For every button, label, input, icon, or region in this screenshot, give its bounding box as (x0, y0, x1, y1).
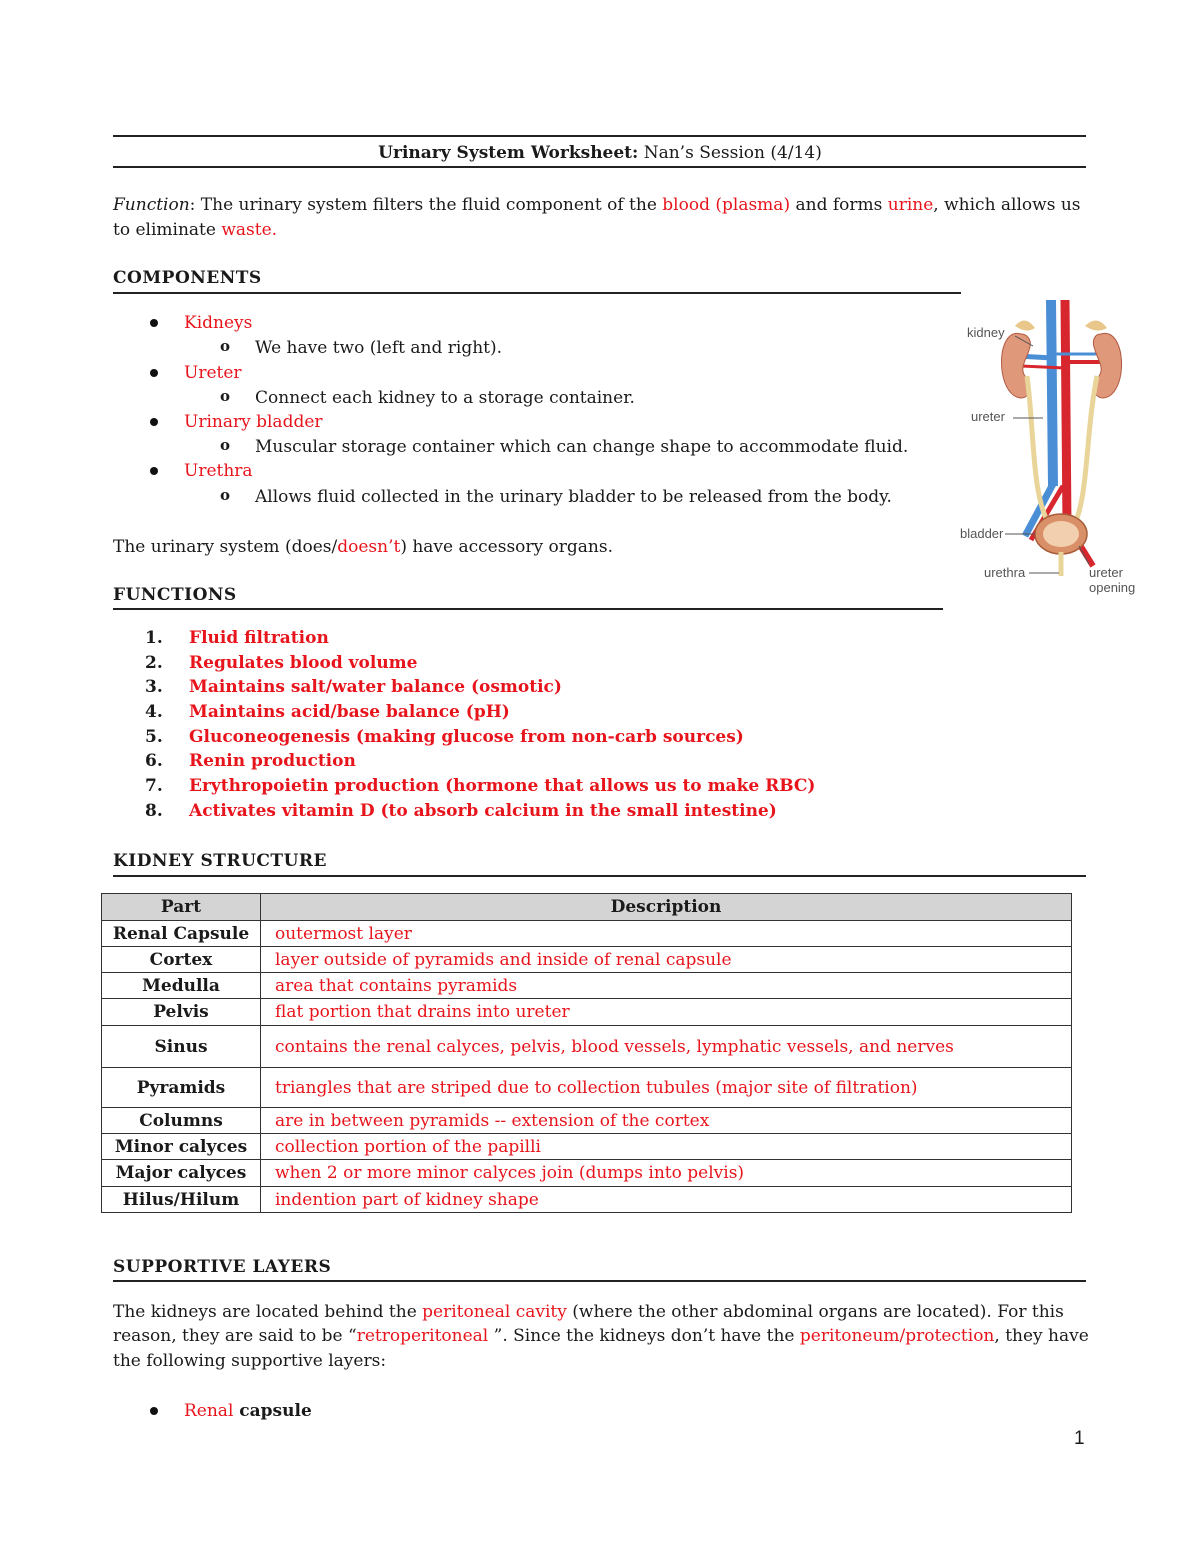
part-cell: Minor calyces (102, 1134, 261, 1160)
function-text: Renin production (189, 751, 356, 772)
title-bold: Urinary System Worksheet: (378, 143, 639, 163)
accessory-text-1: The urinary system (does/ (113, 537, 338, 557)
component-name: Urethra (184, 461, 253, 481)
function-item (145, 799, 815, 824)
diagram-label-bladder: bladder (960, 526, 1004, 541)
function-item (145, 774, 815, 799)
page-title (0, 141, 1200, 165)
function-num: 8. (145, 800, 163, 821)
component-detail: We have two (left and right). (255, 338, 503, 358)
component-name: Ureter (184, 363, 242, 383)
part-cell: Medulla (102, 973, 261, 999)
page-number: 1 (1074, 1428, 1085, 1449)
bullet-dot (150, 1407, 158, 1415)
function-blood: blood (plasma) (662, 195, 791, 215)
function-line-2 (113, 218, 277, 242)
function-item (145, 626, 815, 651)
function-item (145, 651, 815, 676)
function-num: 1. (145, 628, 163, 648)
table-header-row (102, 894, 1072, 921)
function-text: Maintains salt/water balance (osmotic) (189, 677, 562, 698)
kidney-right (1093, 333, 1121, 398)
components-rule (113, 292, 961, 294)
description-cell: layer outside of pyramids and inside of renal capsule (261, 947, 1072, 973)
part-cell: Cortex (102, 947, 261, 973)
peritoneal-cavity-term: peritoneal cavity (422, 1302, 567, 1322)
part-cell: Pelvis (102, 999, 261, 1026)
title-bottom-rule (113, 166, 1086, 168)
supportive-layers-heading: SUPPORTIVE LAYERS (113, 1257, 332, 1277)
function-text-2: and forms (790, 195, 888, 215)
aorta-vessel (1065, 300, 1067, 526)
component-name: Urinary bladder (184, 412, 323, 432)
description-cell: are in between pyramids -- extension of the cortex (261, 1108, 1072, 1134)
supportive-text-1b: (where the other abdominal organs are located). For this (566, 1302, 1064, 1322)
description-cell: collection portion of the papilli (261, 1134, 1072, 1160)
function-text: Gluconeogenesis (making glucose from non-carb sources) (189, 726, 744, 747)
renal-term: Renal (184, 1401, 234, 1421)
diagram-label-ureter: ureter (971, 409, 1005, 424)
table-row (102, 921, 1072, 947)
function-item (145, 749, 815, 774)
table-row (102, 1160, 1072, 1187)
function-num: 7. (145, 776, 163, 797)
bladder-inner (1043, 521, 1079, 547)
capsule-term: capsule (233, 1401, 312, 1421)
component-detail: Allows fluid collected in the urinary bladder to be released from the body. (255, 487, 892, 507)
column-header-part: Part (102, 894, 261, 921)
part-cell: Renal Capsule (102, 921, 261, 947)
kidney-structure-rule (113, 875, 1086, 877)
function-text: Maintains acid/base balance (pH) (189, 702, 510, 723)
adrenal-left (1015, 320, 1035, 330)
function-item (145, 700, 815, 725)
function-text: Activates vitamin D (to absorb calcium in the small intestine) (189, 800, 777, 821)
supportive-text-2a: reason, they are said to be “ (113, 1326, 357, 1346)
component-detail: Connect each kidney to a storage container. (255, 388, 635, 408)
bullet-dot (150, 418, 158, 426)
diagram-label-ureter-opening (1089, 565, 1135, 595)
function-text: Fluid filtration (189, 628, 329, 648)
supportive-text-2b: ”. Since the kidneys don’t have the (493, 1326, 800, 1346)
components-heading: COMPONENTS (113, 268, 262, 288)
adrenal-right (1085, 320, 1107, 330)
description-cell: indention part of kidney shape (261, 1187, 1072, 1213)
table-row (102, 999, 1072, 1026)
function-text-1: : The urinary system filters the fluid component of the (189, 195, 663, 215)
function-line-1 (113, 193, 1081, 217)
function-text: Regulates blood volume (189, 652, 418, 673)
functions-rule (113, 608, 943, 610)
supportive-line-2 (113, 1324, 1089, 1348)
functions-heading: FUNCTIONS (113, 585, 237, 605)
kidney-structure-heading: KIDNEY STRUCTURE (113, 851, 327, 871)
function-num: 4. (145, 702, 163, 723)
kidney-structure-table (101, 893, 1072, 1213)
function-text: Erythropoietin production (hormone that allows us to make RBC) (189, 776, 816, 797)
functions-list (145, 626, 815, 824)
part-cell: Pyramids (102, 1068, 261, 1108)
accessory-sentence (113, 535, 613, 559)
component-detail: Muscular storage container which can change shape to accommodate fluid. (255, 437, 909, 457)
bullet-dot (150, 369, 158, 377)
ureter-opening-line-1: ureter (1089, 565, 1123, 580)
bullet-dot (150, 319, 158, 327)
function-item (145, 675, 815, 700)
part-cell: Sinus (102, 1026, 261, 1068)
part-cell: Major calyces (102, 1160, 261, 1187)
supportive-text-1a: The kidneys are located behind the (113, 1302, 423, 1322)
retroperitoneal-term: retroperitoneal (356, 1326, 494, 1346)
function-waste: waste. (221, 220, 278, 240)
description-cell: triangles that are striped due to collection tubules (major site of filtration) (261, 1068, 1072, 1108)
vena-cava-vessel (1051, 300, 1053, 486)
function-text-4: to eliminate (113, 220, 222, 240)
function-text-3: , which allows us (933, 195, 1081, 215)
diagram-label-kidney: kidney (967, 325, 1005, 340)
function-num: 3. (145, 677, 163, 698)
supportive-line-1 (113, 1300, 1064, 1324)
description-cell: area that contains pyramids (261, 973, 1072, 999)
table-row (102, 1108, 1072, 1134)
description-cell: when 2 or more minor calyces join (dumps into pelvis) (261, 1160, 1072, 1187)
function-num: 6. (145, 751, 163, 772)
function-urine: urine (887, 195, 934, 215)
diagram-label-urethra: urethra (984, 565, 1026, 580)
function-label: Function (113, 195, 190, 215)
table-row (102, 947, 1072, 973)
title-top-rule (113, 135, 1086, 137)
function-num: 2. (145, 652, 163, 673)
peritoneum-protection-term: peritoneum/protection (799, 1326, 995, 1346)
function-item (145, 725, 815, 750)
sub-marker: o (220, 486, 231, 504)
table-row (102, 1068, 1072, 1108)
bullet-dot (150, 467, 158, 475)
accessory-doesnt: doesn’t (337, 537, 401, 557)
ureter-opening-line-2: opening (1089, 580, 1136, 595)
sub-marker: o (220, 436, 231, 454)
sub-marker: o (220, 337, 231, 355)
accessory-text-2: ) have accessory organs. (400, 537, 614, 557)
table-row (102, 973, 1072, 999)
renal-artery-left (1021, 366, 1065, 368)
title-rest: Nan’s Session (4/14) (638, 143, 822, 163)
description-cell: outermost layer (261, 921, 1072, 947)
function-num: 5. (145, 726, 163, 747)
table-row (102, 1134, 1072, 1160)
part-cell: Columns (102, 1108, 261, 1134)
ureter-right (1073, 376, 1097, 528)
supportive-layers-rule (113, 1280, 1086, 1282)
renal-capsule-bullet (184, 1399, 312, 1423)
supportive-line-3: the following supportive layers: (113, 1351, 387, 1371)
sub-marker: o (220, 387, 231, 405)
description-cell: flat portion that drains into ureter (261, 999, 1072, 1026)
supportive-text-2c: , they have (994, 1326, 1089, 1346)
urinary-system-diagram (955, 296, 1145, 606)
component-name: Kidneys (184, 313, 253, 333)
table-row (102, 1187, 1072, 1213)
column-header-description: Description (261, 894, 1072, 921)
part-cell: Hilus/Hilum (102, 1187, 261, 1213)
table-row (102, 1026, 1072, 1068)
description-cell: contains the renal calyces, pelvis, blood vessels, lymphatic vessels, and nerves (261, 1026, 1072, 1068)
